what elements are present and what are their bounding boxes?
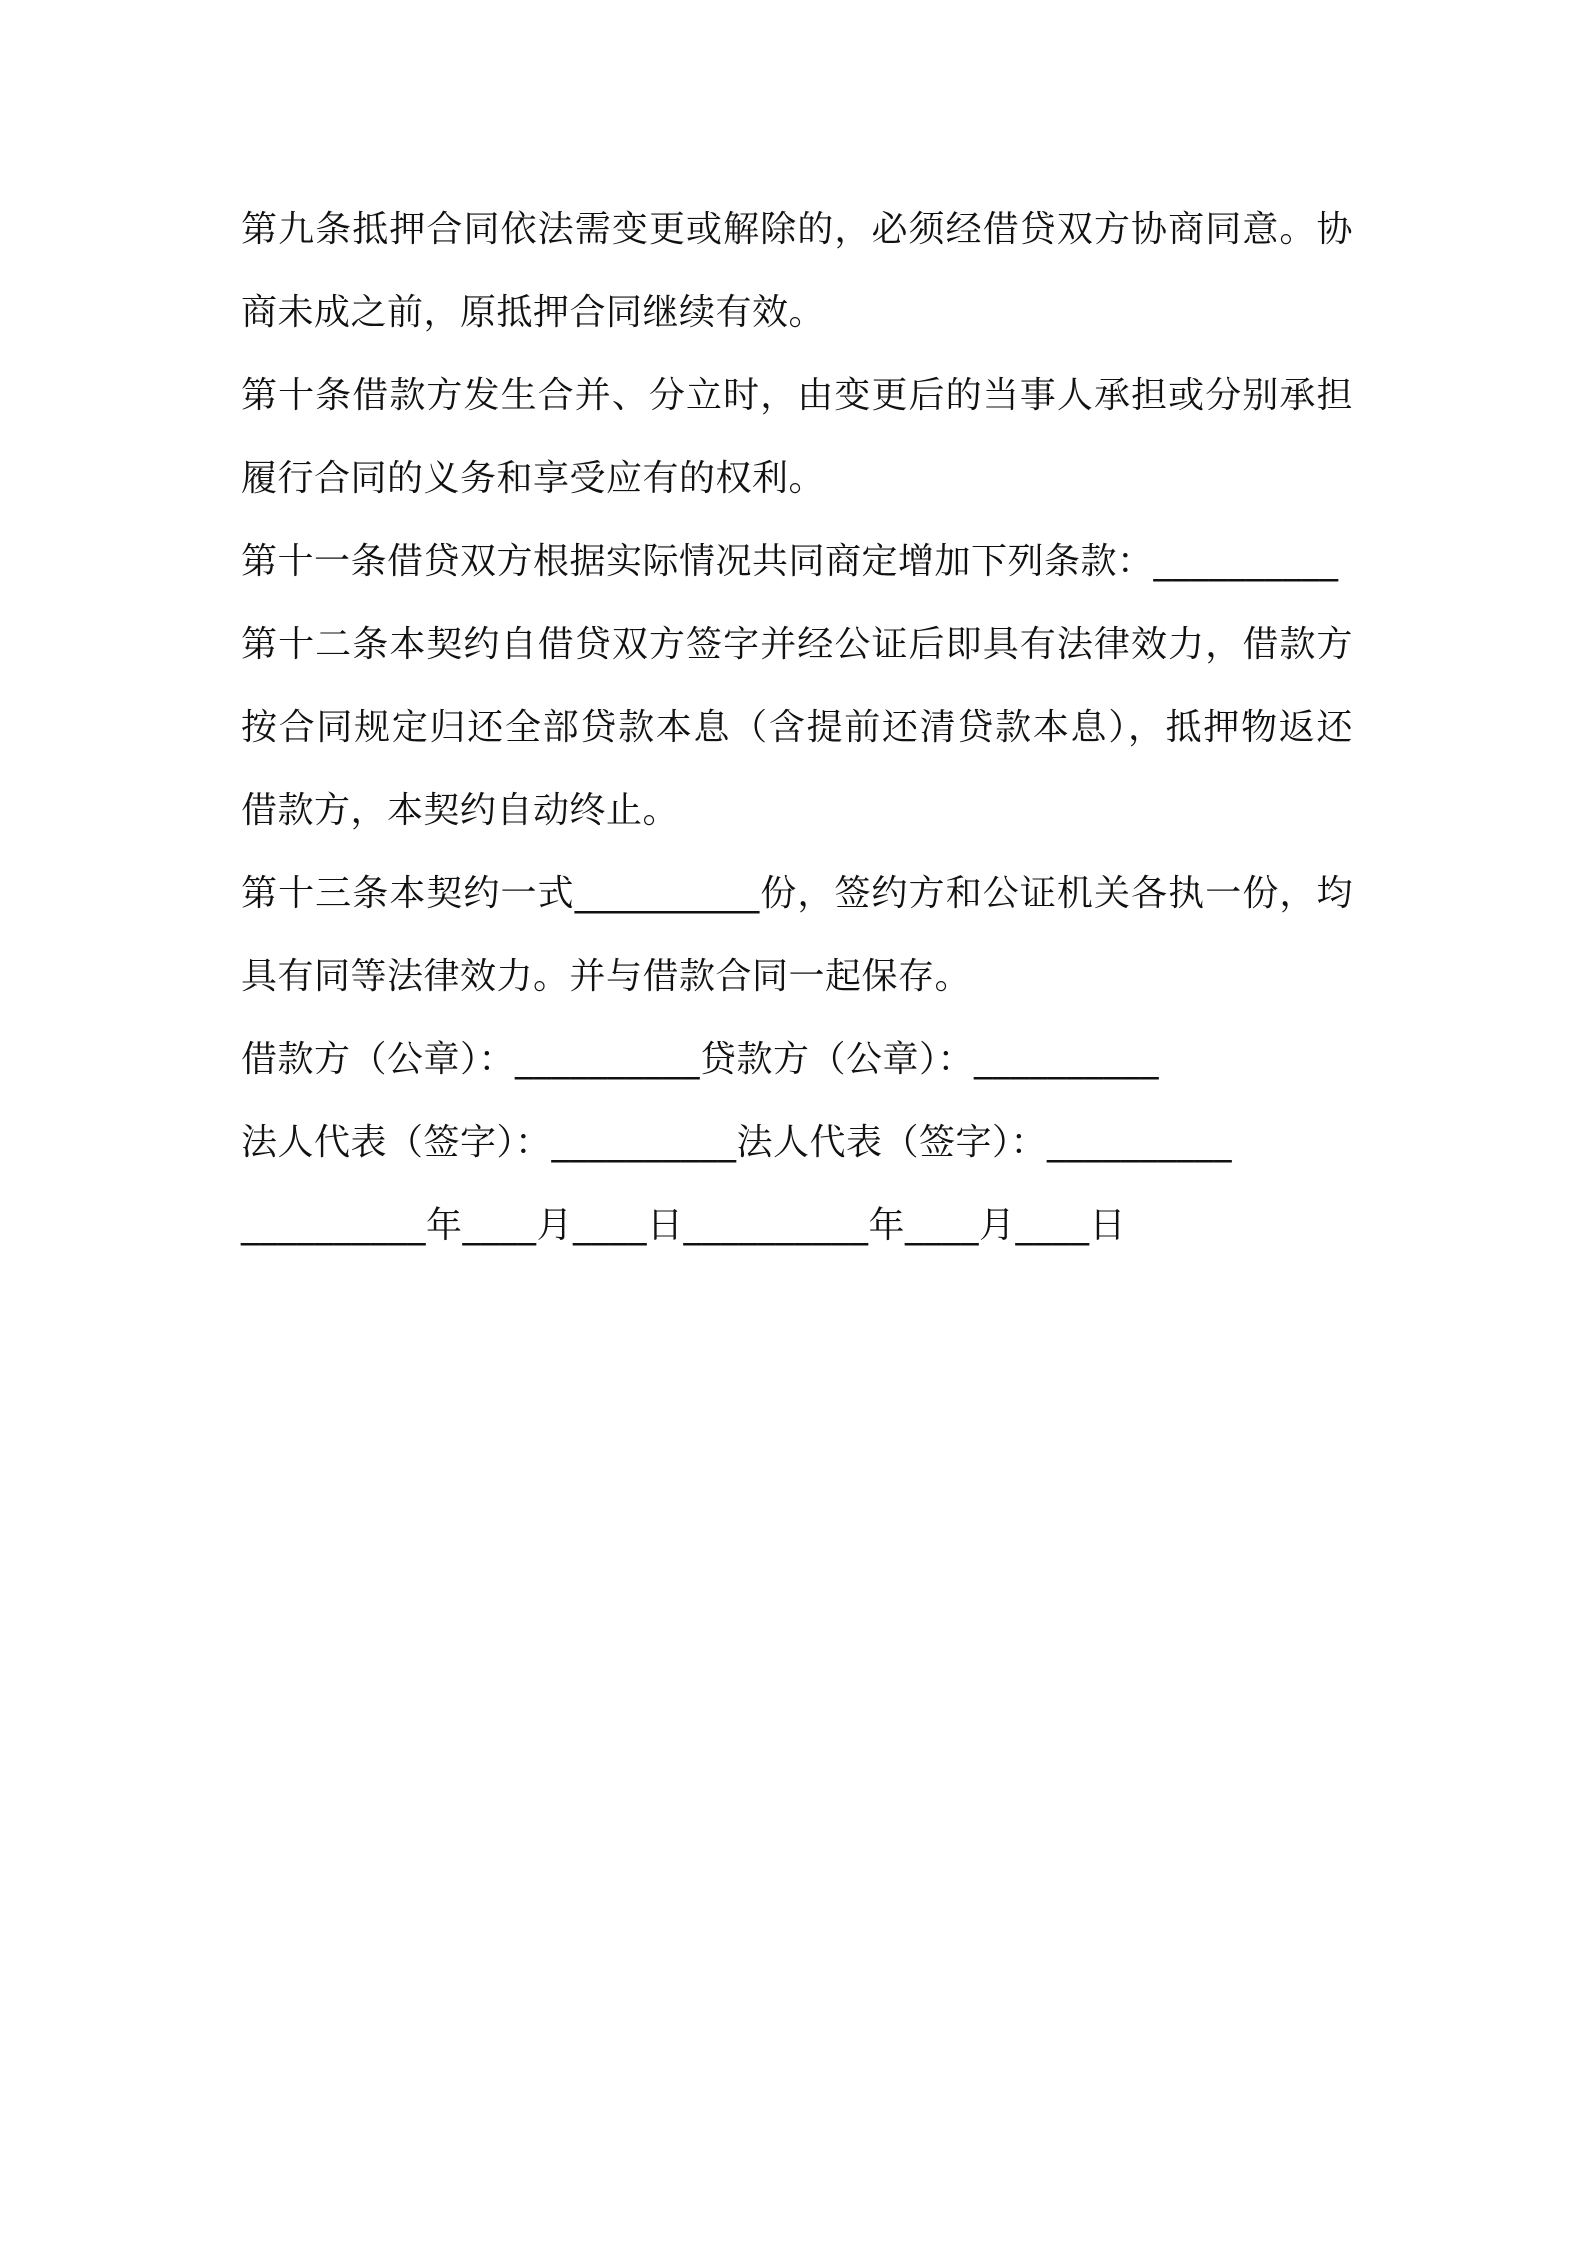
legal-representative-line: 法人代表（签字）：__________法人代表（签字）：__________ <box>241 1122 1233 1163</box>
article-12: 第十二条本契约自借贷双方签字并经公证后即具有法律效力，借款方按合同规定归还全部贷款本息（含提前还清贷款本息），抵押物返还借款方，本契约自动终止。 <box>241 624 1353 831</box>
date-line: __________年____月____日__________年____月____日 <box>241 1205 1126 1246</box>
article-11: 第十一条借贷双方根据实际情况共同商定增加下列条款：__________ <box>241 541 1339 582</box>
article-13: 第十三条本契约一式__________份，签约方和公证机关各执一份，均具有同等法律效力。并与借款合同一起保存。 <box>241 873 1353 997</box>
company-seal-line: 借款方（公章）：__________贷款方（公章）：__________ <box>241 1039 1160 1080</box>
article-9: 第九条抵押合同依法需变更或解除的，必须经借贷双方协商同意。协商未成之前，原抵押合同继续有效。 <box>241 209 1353 333</box>
document-page <box>241 188 1353 1267</box>
article-10: 第十条借款方发生合并、分立时，由变更后的当事人承担或分别承担履行合同的义务和享受应有的权利。 <box>241 375 1353 499</box>
